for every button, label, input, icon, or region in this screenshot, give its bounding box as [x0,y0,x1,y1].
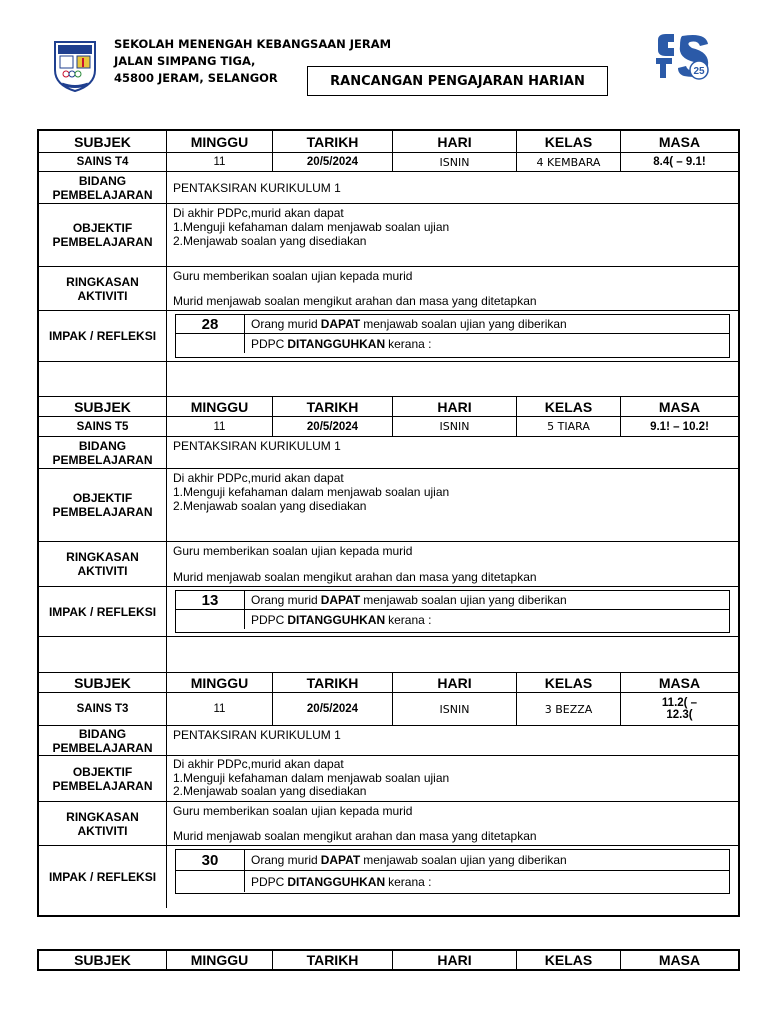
hari-value: ISNIN [393,417,517,436]
objektif-row [39,469,738,542]
objektif-label: OBJEKTIF PEMBELAJARAN [39,756,167,801]
bidang-value: PENTAKSIRAN KURIKULUM 1 [173,439,341,453]
lesson-info-row [39,153,738,172]
tarikh-value: 20/5/2024 [273,417,393,436]
reflection-line-1: Orang murid DAPAT menjawab soalan ujian yang diberikan [251,593,567,607]
header-tarikh: TARIKH [273,673,393,692]
header-tarikh: TARIKH [273,951,393,969]
document-title: RANCANGAN PENGAJARAN HARIAN [307,66,608,96]
header-tarikh: TARIKH [273,131,393,152]
minggu-value: 11 [167,153,273,171]
ringkasan-label: RINGKASAN AKTIVITI [39,802,167,845]
tarikh-value: 20/5/2024 [273,153,393,171]
reflection-box [175,314,730,358]
reflection-line-2: PDPC DITANGGUHKAN kerana : [251,336,432,351]
svg-text:25: 25 [693,66,705,77]
bidang-label: BIDANG PEMBELAJARAN [39,172,167,203]
student-count: 30 [176,850,245,870]
hari-value: ISNIN [393,153,517,171]
impak-row [39,587,738,637]
header-hari: HARI [393,673,517,692]
header-subjek: SUBJEK [39,951,167,969]
objektif-row [39,756,738,802]
kelas-value: 4 KEMBARA [517,153,621,171]
header-masa: MASA [658,674,701,691]
objektif-label: OBJEKTIF PEMBELAJARAN [39,204,167,266]
header-minggu: MINGGU [167,951,273,969]
masa-value: 8.4( – 9.1! [653,156,706,168]
bidang-row [39,726,738,756]
header-subjek: SUBJEK [39,397,167,416]
header-minggu: MINGGU [167,397,273,416]
header-subjek: SUBJEK [39,131,167,152]
header-tarikh: TARIKH [273,397,393,416]
bidang-value: PENTAKSIRAN KURIKULUM 1 [173,728,341,742]
hari-value: ISNIN [393,693,517,725]
bidang-label: BIDANG PEMBELAJARAN [39,437,167,468]
tarikh-value: 20/5/2024 [273,693,393,725]
impak-row [39,846,738,908]
next-lesson-table [37,949,740,971]
bidang-row [39,437,738,469]
impak-row [39,311,738,362]
header-hari: HARI [393,397,517,416]
impak-label: IMPAK / REFLEKSI [39,587,167,636]
subjek-value: SAINS T4 [39,153,167,171]
reflection-box [175,590,730,633]
bidang-row [39,172,738,204]
student-count: 28 [176,315,245,333]
ringkasan-value: Guru memberikan soalan ujian kepada murid Murid menjawab soalan mengikut arahan dan masa yang ditetapkan [173,544,537,584]
header-masa: MASA [658,952,701,968]
reflection-line-2: PDPC DITANGGUHKAN kerana : [251,612,432,627]
header-kelas: KELAS [517,951,621,969]
objektif-value: Di akhir PDPc,murid akan dapat 1.Menguji kefahaman dalam menjawab soalan ujian 2.Menjawab soalan yang disediakan [173,206,450,248]
header-kelas: KELAS [517,131,621,152]
school-crest-icon [52,40,98,92]
header-masa: MASA [658,398,701,415]
reflection-box [175,849,730,894]
bidang-value: PENTAKSIRAN KURIKULUM 1 [173,180,341,195]
reflection-line-1: Orang murid DAPAT menjawab soalan ujian yang diberikan [251,317,567,331]
lesson-info-row [39,693,738,726]
ringkasan-label: RINGKASAN AKTIVITI [39,267,167,310]
kelas-value: 3 BEZZA [517,693,621,725]
subjek-value: SAINS T3 [39,693,167,725]
header-kelas: KELAS [517,673,621,692]
spacer-row [39,637,738,673]
logo-25-icon [652,30,714,82]
minggu-value: 11 [167,693,273,725]
ringkasan-value: Guru memberikan soalan ujian kepada murid Murid menjawab soalan mengikut arahan dan masa yang ditetapkan [173,269,537,308]
masa-value: 11.2( – 12.3( [661,697,698,721]
header-minggu: MINGGU [167,131,273,152]
objektif-row [39,204,738,267]
ringkasan-label: RINGKASAN AKTIVITI [39,542,167,586]
reflection-line-1: Orang murid DAPAT menjawab soalan ujian yang diberikan [251,853,567,867]
minggu-value: 11 [167,417,273,436]
school-name: SEKOLAH MENENGAH KEBANGSAAN JERAM [114,37,392,51]
impak-label: IMPAK / REFLEKSI [39,311,167,361]
header-row [39,673,738,693]
ringkasan-value: Guru memberikan soalan ujian kepada murid Murid menjawab soalan mengikut arahan dan masa yang ditetapkan [173,804,537,843]
kelas-value: 5 TIARA [517,417,621,436]
impak-label: IMPAK / REFLEKSI [39,846,167,908]
objektif-value: Di akhir PDPc,murid akan dapat 1.Menguji kefahaman dalam menjawab soalan ujian 2.Menjawab soalan yang disediakan [173,471,450,513]
bidang-label: BIDANG PEMBELAJARAN [39,726,167,755]
spacer-row [39,362,738,397]
objektif-value: Di akhir PDPc,murid akan dapat 1.Menguji kefahaman dalam menjawab soalan ujian 2.Menjawab soalan yang disediakan [173,757,450,798]
header-kelas: KELAS [517,397,621,416]
header-hari: HARI [393,951,517,969]
header-minggu: MINGGU [167,673,273,692]
subjek-value: SAINS T5 [39,417,167,436]
header-row [39,951,738,969]
school-postcode: 45800 JERAM, SELANGOR [114,71,278,85]
reflection-line-2: PDPC DITANGGUHKAN kerana : [251,874,432,889]
header-row [39,397,738,417]
ringkasan-row [39,802,738,846]
ringkasan-row [39,267,738,311]
student-count: 13 [176,591,245,609]
school-street: JALAN SIMPANG TIGA, [114,54,256,68]
header-subjek: SUBJEK [39,673,167,692]
header-row [39,131,738,153]
header-masa: MASA [658,133,701,150]
lesson-info-row [39,417,738,437]
lesson-plan-table [37,129,740,917]
header-hari: HARI [393,131,517,152]
ringkasan-row [39,542,738,587]
objektif-label: OBJEKTIF PEMBELAJARAN [39,469,167,541]
masa-value: 9.1! – 10.2! [650,420,709,433]
page-header [0,0,768,110]
